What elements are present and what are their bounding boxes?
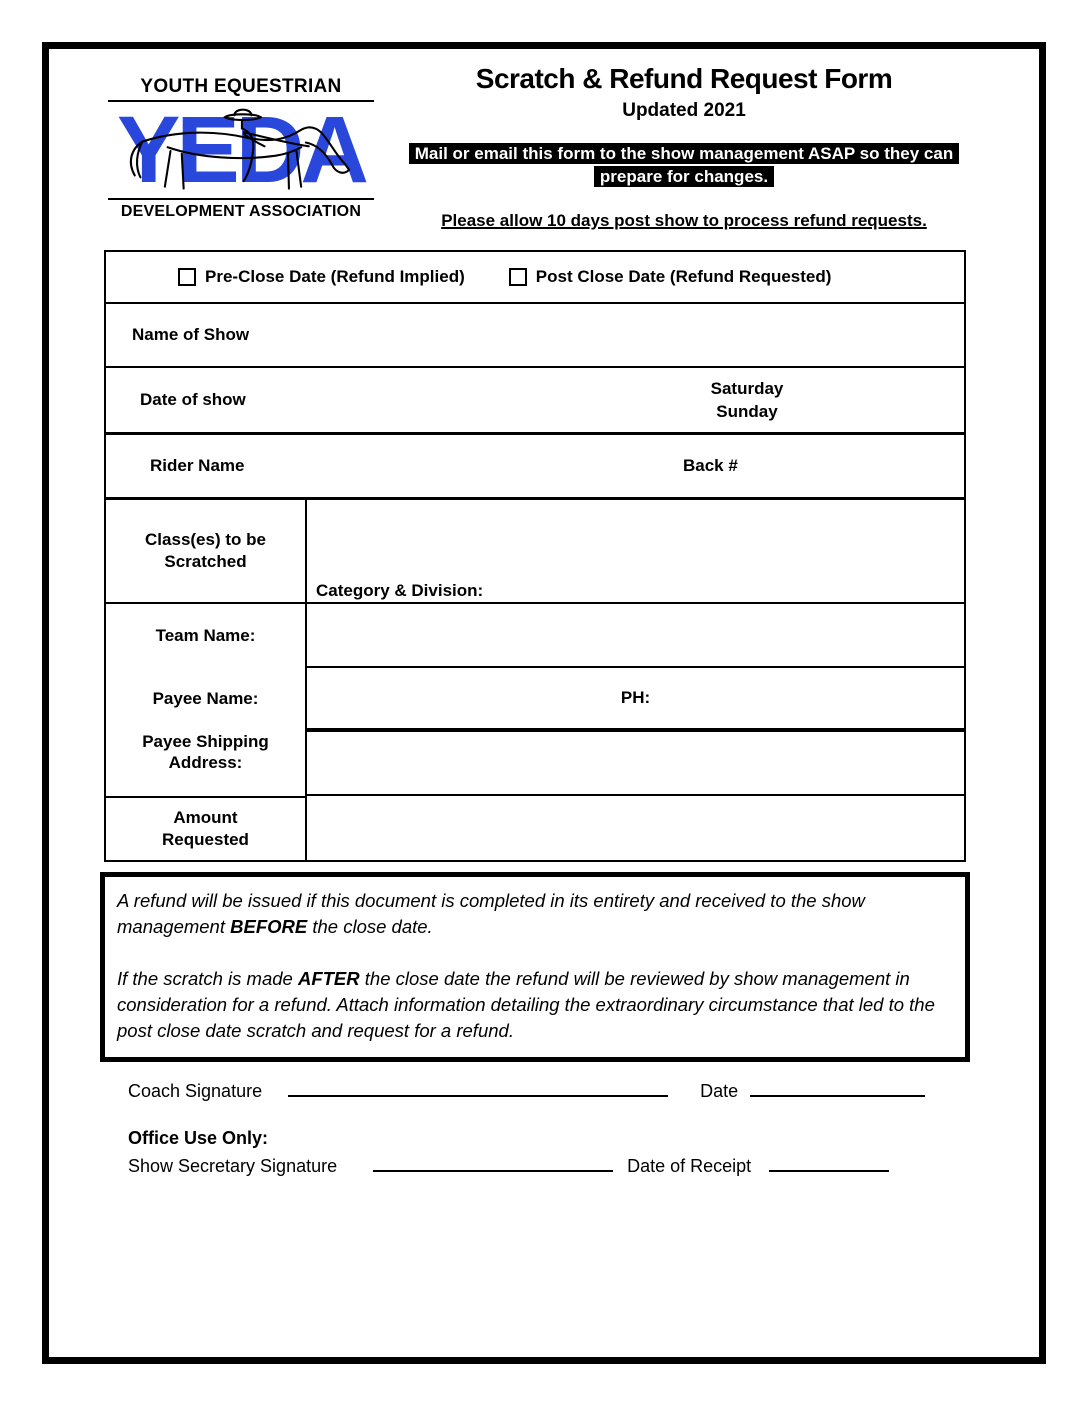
category-division-label: Category & Division: xyxy=(316,581,484,600)
note-after-emphasis: AFTER xyxy=(297,968,360,989)
classes-scratched-label-cell xyxy=(106,500,305,604)
date-label: Date xyxy=(700,1081,739,1101)
secretary-signature-line[interactable] xyxy=(373,1155,613,1172)
label-column xyxy=(106,500,307,860)
amount-requested-label-cell xyxy=(106,798,305,860)
logo-top-text: YOUTH EQUESTRIAN xyxy=(108,76,374,102)
logo-acronym: YEDA xyxy=(117,97,365,203)
date-of-show-label: Date of show xyxy=(140,390,246,409)
payee-name-label: Payee Name: xyxy=(152,689,259,708)
value-column xyxy=(307,500,964,860)
page-title: Scratch & Refund Request Form xyxy=(475,63,893,94)
date-of-show-row[interactable] xyxy=(106,366,964,432)
checkbox-pre-close-date[interactable] xyxy=(178,267,465,287)
note-before-emphasis: BEFORE xyxy=(230,916,308,937)
payee-shipping-address-label: Payee Shipping Address: xyxy=(142,732,269,772)
checkbox-post-close-date[interactable] xyxy=(509,267,832,287)
logo-letters xyxy=(108,97,374,203)
name-of-show-label: Name of Show xyxy=(132,325,250,344)
yeda-logo xyxy=(108,76,374,221)
page-subtitle: Updated 2021 xyxy=(622,100,746,121)
checkbox-pre-close-label: Pre-Close Date (Refund Implied) xyxy=(205,267,465,286)
checkbox-post-close-label: Post Close Date (Refund Requested) xyxy=(535,267,832,286)
payee-shipping-address-field[interactable] xyxy=(307,732,964,796)
refund-processing-notice: Please allow 10 days post show to process refund requests. xyxy=(441,211,927,230)
secretary-signature-label: Show Secretary Signature xyxy=(128,1156,338,1176)
header xyxy=(398,64,970,231)
note-paragraph-2: If the scratch is made AFTER the close date the refund will be reviewed by show management in consideration for a refund. Attach information detailing the extraordinary circumstance that led to the post close date scratch and request for a refund. xyxy=(117,968,935,1041)
lower-table-section xyxy=(106,497,964,860)
paragraph-gap xyxy=(117,940,953,966)
team-name-field[interactable] xyxy=(307,604,964,668)
refund-policy-note xyxy=(100,872,970,1062)
coach-signature-row xyxy=(128,1080,925,1102)
secretary-signature-row xyxy=(128,1155,889,1177)
office-use-only-heading: Office Use Only: xyxy=(128,1128,269,1148)
rider-name-row[interactable] xyxy=(106,432,964,497)
amount-requested-field[interactable] xyxy=(307,796,964,860)
date-of-receipt-line[interactable] xyxy=(769,1155,889,1172)
phone-label: PH: xyxy=(620,688,651,707)
banner-text: Mail or email this form to the show management ASAP so they can prepare for changes. xyxy=(409,143,959,187)
form-table xyxy=(104,250,966,862)
show-day-sunday: Sunday xyxy=(716,402,778,421)
classes-scratched-field[interactable] xyxy=(307,500,964,604)
amount-requested-label: Amount Requested xyxy=(162,808,249,849)
show-day-saturday: Saturday xyxy=(710,379,784,398)
payee-labels-cell xyxy=(106,604,305,798)
note-paragraph-1: A refund will be issued if this document is completed in its entirety and received to the show management BEFORE the close date. xyxy=(117,890,865,937)
horse-and-rider-icon xyxy=(108,97,374,203)
payee-name-field[interactable] xyxy=(307,668,964,732)
close-date-checkbox-row xyxy=(106,252,964,302)
date-of-receipt-label: Date of Receipt xyxy=(627,1156,752,1176)
coach-signature-line[interactable] xyxy=(288,1080,668,1097)
date-line[interactable] xyxy=(750,1080,925,1097)
classes-scratched-label: Class(es) to be Scratched xyxy=(145,530,266,571)
rider-name-label: Rider Name xyxy=(150,456,245,475)
show-days xyxy=(647,377,847,423)
checkbox-icon[interactable] xyxy=(509,268,527,286)
coach-signature-label: Coach Signature xyxy=(128,1081,263,1101)
name-of-show-row[interactable] xyxy=(106,302,964,366)
checkbox-icon[interactable] xyxy=(178,268,196,286)
logo-bottom-text: DEVELOPMENT ASSOCIATION xyxy=(108,198,374,221)
mail-instruction-banner xyxy=(398,142,970,188)
team-name-label: Team Name: xyxy=(155,626,256,645)
back-number-label: Back # xyxy=(683,456,738,475)
